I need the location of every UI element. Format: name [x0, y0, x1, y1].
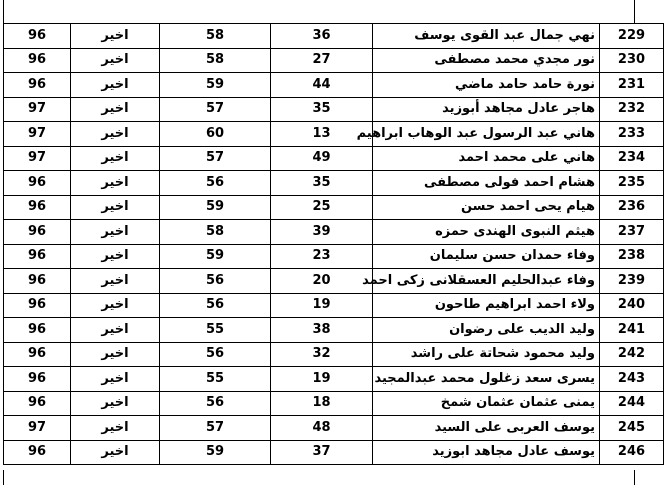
cell-grade: اخير: [71, 342, 160, 367]
cell-grade: اخير: [71, 146, 160, 171]
cell-total: 96: [4, 24, 71, 49]
results-table-body: [4, 24, 664, 465]
cell-score-a: 19: [271, 367, 373, 392]
cell-total: 96: [4, 440, 71, 465]
cell-student-name: يسرى سعد زغلول محمد عبدالمجيد: [373, 367, 600, 392]
cell-student-name: يوسف عادل مجاهد ابوزيد: [373, 440, 600, 465]
cell-total: 97: [4, 416, 71, 441]
cell-score-a: 27: [271, 48, 373, 73]
cell-grade: اخير: [71, 48, 160, 73]
table-row: [4, 244, 664, 269]
cell-total: 96: [4, 269, 71, 294]
cell-student-name: هيام يحى احمد حسن: [373, 195, 600, 220]
cell-student-name: هشام احمد فولى مصطفى: [373, 171, 600, 196]
cell-row-number: 236: [600, 195, 664, 220]
cell-score-b: 59: [160, 244, 271, 269]
cell-row-number: 239: [600, 269, 664, 294]
cell-row-number: 246: [600, 440, 664, 465]
cell-score-a: 38: [271, 318, 373, 343]
cell-total: 97: [4, 122, 71, 147]
table-row: [4, 416, 664, 441]
cell-student-name: نور مجدي محمد مصطفى: [373, 48, 600, 73]
cell-row-number: 238: [600, 244, 664, 269]
cell-student-name: ولاء احمد ابراهيم طاحون: [373, 293, 600, 318]
cell-grade: اخير: [71, 195, 160, 220]
cell-score-a: 20: [271, 269, 373, 294]
cell-total: 96: [4, 48, 71, 73]
cell-grade: اخير: [71, 97, 160, 122]
table-row: [4, 48, 664, 73]
cell-score-a: 13: [271, 122, 373, 147]
cell-score-a: 35: [271, 171, 373, 196]
cell-total: 96: [4, 342, 71, 367]
cell-grade: اخير: [71, 391, 160, 416]
cell-score-a: 48: [271, 416, 373, 441]
cell-total: 97: [4, 97, 71, 122]
cell-row-number: 241: [600, 318, 664, 343]
cell-grade: اخير: [71, 367, 160, 392]
cell-score-a: 37: [271, 440, 373, 465]
cell-score-a: 32: [271, 342, 373, 367]
table-row: [4, 171, 664, 196]
cell-score-a: 35: [271, 97, 373, 122]
cell-row-number: 243: [600, 367, 664, 392]
cell-total: 96: [4, 391, 71, 416]
cell-student-name: وليد محمود شحاتة على راشد: [373, 342, 600, 367]
cell-grade: اخير: [71, 293, 160, 318]
table-row: [4, 391, 664, 416]
cell-grade: اخير: [71, 440, 160, 465]
cell-score-b: 55: [160, 318, 271, 343]
cell-grade: اخير: [71, 269, 160, 294]
cell-score-b: 56: [160, 171, 271, 196]
table-row: [4, 293, 664, 318]
cell-score-a: 18: [271, 391, 373, 416]
cell-grade: اخير: [71, 122, 160, 147]
table-row: [4, 97, 664, 122]
cell-student-name: هيثم النبوى الهندى حمزه: [373, 220, 600, 245]
cell-total: 96: [4, 244, 71, 269]
cell-row-number: 237: [600, 220, 664, 245]
cell-score-b: 55: [160, 367, 271, 392]
cell-total: 97: [4, 146, 71, 171]
table-row: [4, 122, 664, 147]
cell-grade: اخير: [71, 24, 160, 49]
cell-student-name: نهي جمال عبد القوى يوسف: [373, 24, 600, 49]
cell-total: 96: [4, 367, 71, 392]
cell-score-b: 60: [160, 122, 271, 147]
table-row: [4, 195, 664, 220]
cell-score-a: 19: [271, 293, 373, 318]
table-row: [4, 146, 664, 171]
cell-score-b: 56: [160, 269, 271, 294]
cell-row-number: 242: [600, 342, 664, 367]
cell-score-b: 57: [160, 416, 271, 441]
cell-total: 96: [4, 195, 71, 220]
cell-score-a: 39: [271, 220, 373, 245]
cell-total: 96: [4, 220, 71, 245]
cell-row-number: 245: [600, 416, 664, 441]
cell-student-name: يمنى عثمان عثمان شمخ: [373, 391, 600, 416]
cell-score-b: 59: [160, 195, 271, 220]
cell-total: 96: [4, 73, 71, 98]
cell-student-name: وفاء عبدالحليم العسقلانى زكى احمد: [373, 269, 600, 294]
cell-score-a: 25: [271, 195, 373, 220]
table-row: [4, 342, 664, 367]
cell-score-a: 36: [271, 24, 373, 49]
cell-score-b: 57: [160, 146, 271, 171]
cell-student-name: وفاء حمدان حسن سليمان: [373, 244, 600, 269]
cell-score-b: 56: [160, 293, 271, 318]
cell-student-name: هاني عبد الرسول عبد الوهاب ابراهيم: [373, 122, 600, 147]
results-table: [3, 23, 664, 465]
cell-student-name: وليد الديب على رضوان: [373, 318, 600, 343]
cell-row-number: 244: [600, 391, 664, 416]
cell-score-b: 56: [160, 391, 271, 416]
cell-total: 96: [4, 171, 71, 196]
table-row: [4, 24, 664, 49]
cell-score-a: 23: [271, 244, 373, 269]
cell-score-b: 58: [160, 48, 271, 73]
cell-score-a: 44: [271, 73, 373, 98]
cell-grade: اخير: [71, 171, 160, 196]
cell-row-number: 231: [600, 73, 664, 98]
cell-student-name: يوسف العربى على السيد: [373, 416, 600, 441]
cell-grade: اخير: [71, 244, 160, 269]
cell-score-b: 59: [160, 73, 271, 98]
cell-score-b: 59: [160, 440, 271, 465]
table-row: [4, 367, 664, 392]
cell-total: 96: [4, 318, 71, 343]
cell-score-b: 56: [160, 342, 271, 367]
cell-row-number: 233: [600, 122, 664, 147]
cell-grade: اخير: [71, 220, 160, 245]
cell-row-number: 234: [600, 146, 664, 171]
cell-student-name: هاني على محمد احمد: [373, 146, 600, 171]
table-row: [4, 440, 664, 465]
cell-score-b: 58: [160, 24, 271, 49]
cell-row-number: 235: [600, 171, 664, 196]
cell-student-name: نورة حامد حامد ماضي: [373, 73, 600, 98]
table-top-edge: [3, 0, 635, 23]
cell-row-number: 230: [600, 48, 664, 73]
cell-grade: اخير: [71, 416, 160, 441]
cell-score-b: 58: [160, 220, 271, 245]
cell-row-number: 240: [600, 293, 664, 318]
table-row: [4, 269, 664, 294]
table-bottom-edge: [3, 470, 635, 485]
table-row: [4, 73, 664, 98]
cell-row-number: 229: [600, 24, 664, 49]
table-row: [4, 318, 664, 343]
cell-grade: اخير: [71, 318, 160, 343]
table-row: [4, 220, 664, 245]
cell-score-b: 57: [160, 97, 271, 122]
cell-total: 96: [4, 293, 71, 318]
cell-row-number: 232: [600, 97, 664, 122]
cell-student-name: هاجر عادل مجاهد أبوزيد: [373, 97, 600, 122]
cell-score-a: 49: [271, 146, 373, 171]
cell-grade: اخير: [71, 73, 160, 98]
